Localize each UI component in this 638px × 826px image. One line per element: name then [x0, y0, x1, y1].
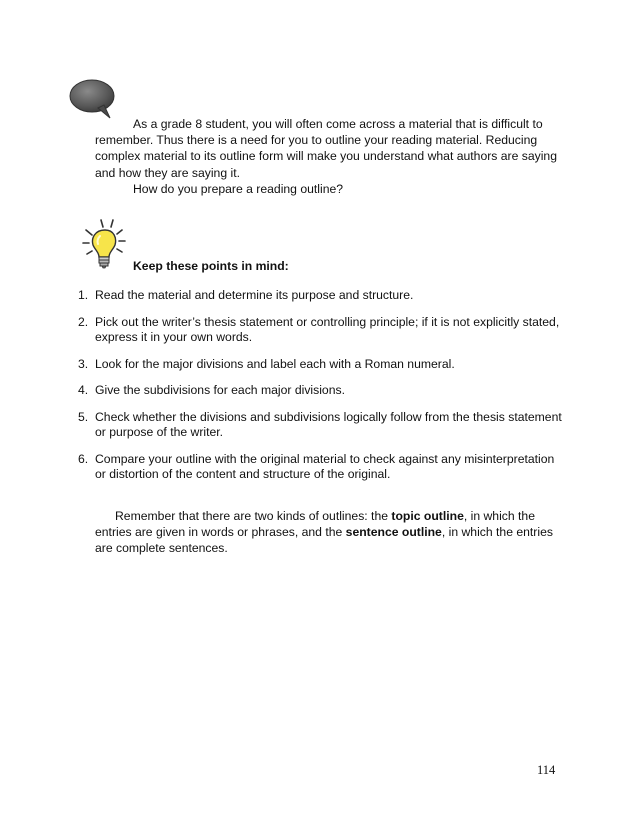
step-text: Check whether the divisions and subdivisions logically follow from the thesis statement or purpose of the writer.	[95, 409, 562, 439]
keep-heading: Keep these points in mind:	[133, 259, 289, 273]
step-text: Compare your outline with the original material to check against any misinterpretation or distortion of the content and structure of the original.	[95, 451, 555, 481]
list-item	[78, 383, 568, 399]
step-number: 5.	[78, 409, 89, 424]
light-bulb-icon	[78, 218, 132, 272]
topic-outline-term: topic outline	[391, 509, 464, 523]
list-item	[78, 452, 568, 483]
step-text: Pick out the writer’s thesis statement or controlling principle; if it is not explicitly stated, express it in your own words.	[95, 314, 560, 344]
speech-bubble-icon	[66, 78, 116, 120]
list-item	[78, 315, 568, 346]
step-number: 2.	[78, 314, 89, 329]
sentence-outline-term: sentence outline	[345, 525, 442, 539]
list-item	[78, 288, 568, 304]
intro-section	[95, 116, 565, 197]
remember-text: , in which the entries are complete sentences.	[95, 525, 553, 555]
list-item	[78, 410, 568, 441]
steps-list	[78, 288, 568, 494]
list-item	[78, 357, 568, 373]
remember-text: Remember that there are two kinds of outlines: the	[115, 509, 392, 523]
step-text: Give the subdivisions for each major divisions.	[95, 383, 345, 397]
step-text: Read the material and determine its purpose and structure.	[95, 288, 414, 302]
remember-paragraph	[95, 508, 565, 556]
intro-question: How do you prepare a reading outline?	[133, 181, 344, 196]
remember-text: , in which the entries are given in words or phrases, and the	[95, 509, 535, 539]
step-number: 6.	[78, 451, 89, 466]
intro-paragraph: As a grade 8 student, you will often come across a material that is difficult to remember. Thus there is a need for you to outline your reading material. Reducing complex material to its outline form will make you understand what authors are saying and how they are saying it.	[95, 117, 557, 180]
step-number: 3.	[78, 356, 89, 371]
step-number: 4.	[78, 383, 89, 397]
page-number: 114	[537, 763, 556, 777]
step-number: 1.	[78, 288, 89, 302]
step-text: Look for the major divisions and label each with a Roman numeral.	[95, 356, 455, 371]
